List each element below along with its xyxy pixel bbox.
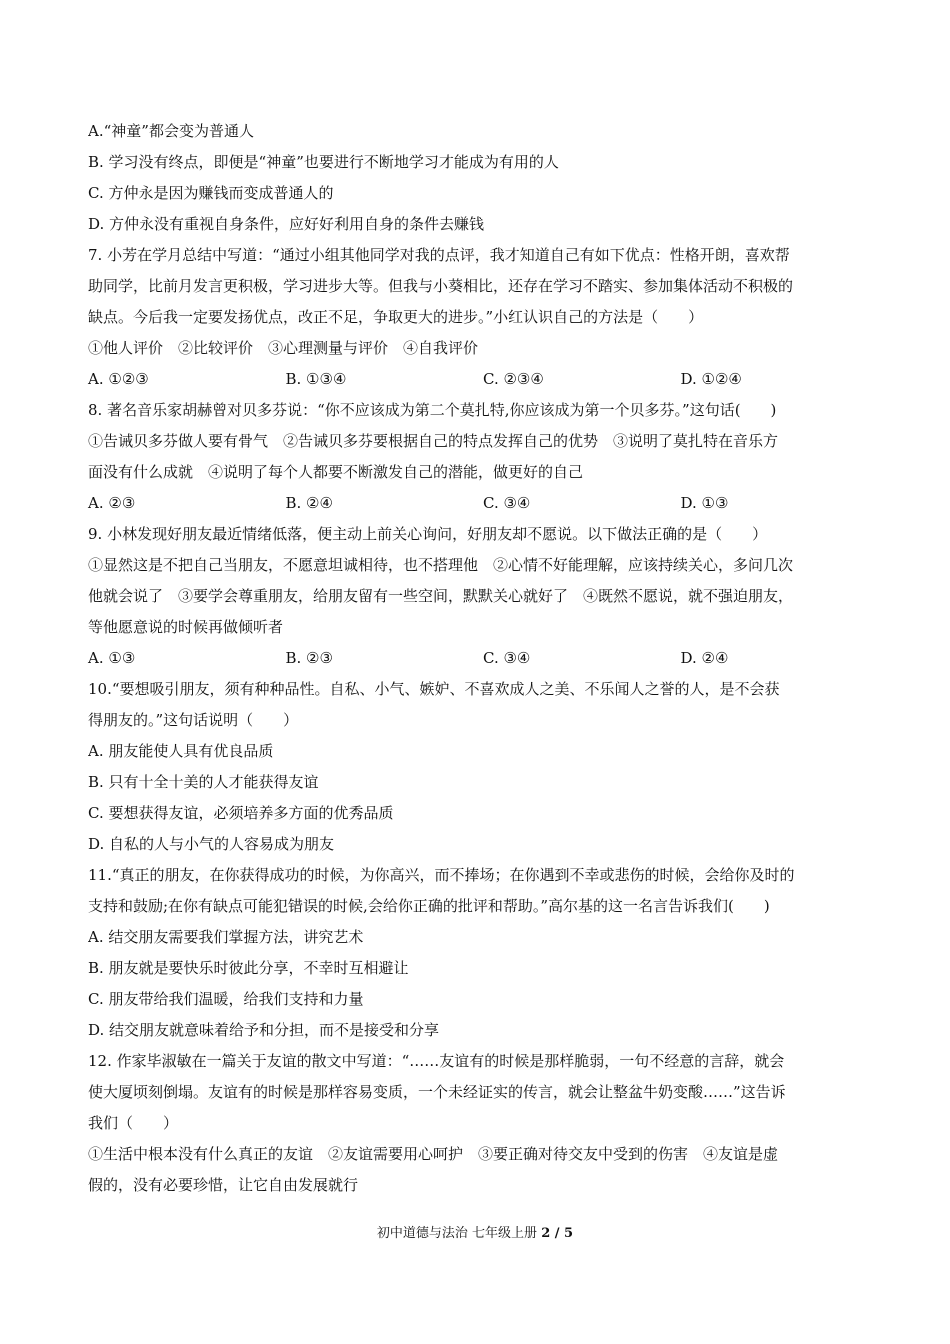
text-line: B. 学习没有终点，即便是“神童”也要进行不断地学习才能成为有用的人 <box>88 153 559 171</box>
answer-options-row <box>88 643 878 674</box>
text-line: B. 只有十全十美的人才能获得友谊 <box>88 773 319 791</box>
answer-option: A. ①②③ <box>88 370 149 388</box>
text-line: 假的，没有必要珍惜，让它自由发展就行 <box>88 1176 359 1194</box>
text-line: 8. 著名音乐家胡赫曾对贝多芬说：“你不应该成为第二个莫扎特,你应该成为第一个贝多芬。”这句话( ) <box>88 401 777 419</box>
page-number: 2 / 5 <box>541 1226 574 1241</box>
answer-options-row <box>88 488 878 519</box>
text-line: 使大厦顷刻倒塌。友谊有的时候是那样容易变质，一个未经证实的传言，就会让整盆牛奶变酸……”这告诉 <box>88 1083 786 1101</box>
text-line: A.“神童”都会变为普通人 <box>88 122 254 140</box>
answer-option: B. ②④ <box>285 494 333 512</box>
text-line: 他就会说了 ③要学会尊重朋友，给朋友留有一些空间，默默关心就好了 ④既然不愿说，就不强迫朋友， <box>88 587 794 605</box>
text-line: ①生活中根本没有什么真正的友谊 ②友谊需要用心呵护 ③要正确对待交友中受到的伤害 ④友谊是虚 <box>88 1145 779 1163</box>
text-line: D. 自私的人与小气的人容易成为朋友 <box>88 835 335 853</box>
text-line: 缺点。今后我一定要发扬优点，改正不足，争取更大的进步。”小红认识自己的方法是（ ） <box>88 308 704 326</box>
text-line: A. 朋友能使人具有优良品质 <box>88 742 274 760</box>
text-line: A. 结交朋友需要我们掌握方法，讲究艺术 <box>88 928 364 946</box>
answer-option: C. ③④ <box>483 649 531 667</box>
answer-option: A. ①③ <box>88 649 136 667</box>
text-line: 等他愿意说的时候再做倾听者 <box>88 618 284 636</box>
document-page <box>88 116 878 1201</box>
text-line: B. 朋友就是要快乐时彼此分享，不幸时互相避让 <box>88 959 409 977</box>
text-line: D. 结交朋友就意味着给予和分担，而不是接受和分享 <box>88 1021 440 1039</box>
text-line: 12. 作家毕淑敏在一篇关于友谊的散文中写道：“……友谊有的时候是那样脆弱，一句不经意的言辞，就会 <box>88 1052 785 1070</box>
text-line: 面没有什么成就 ④说明了每个人都要不断激发自己的潜能，做更好的自己 <box>88 463 584 481</box>
answer-option: A. ②③ <box>88 494 136 512</box>
text-line: 支持和鼓励;在你有缺点可能犯错误的时候,会给你正确的批评和帮助。”高尔基的这一名言告诉我们( ) <box>88 897 770 915</box>
text-line: C. 要想获得友谊，必须培养多方面的优秀品质 <box>88 804 394 822</box>
text-line: 7. 小芳在学月总结中写道：“通过小组其他同学对我的点评，我才知道自己有如下优点：性格开朗，喜欢帮 <box>88 246 790 264</box>
answer-option: B. ②③ <box>285 649 333 667</box>
text-line: ①他人评价 ②比较评价 ③心理测量与评价 ④自我评价 <box>88 339 479 357</box>
text-line: 我们（ ） <box>88 1114 179 1132</box>
answer-option: D. ②④ <box>680 649 729 667</box>
text-line: 11.“真正的朋友，在你获得成功的时候，为你高兴，而不捧场；在你遇到不幸或悲伤的时候，会给你及时的 <box>88 866 795 884</box>
text-line: 得朋友的。”这句话说明（ ） <box>88 711 299 729</box>
text-line: 9. 小林发现好朋友最近情绪低落，便主动上前关心询问，好朋友却不愿说。以下做法正确的是（ ） <box>88 525 768 543</box>
text-line: D. 方仲永没有重视自身条件，应好好利用自身的条件去赚钱 <box>88 215 485 233</box>
answer-option: B. ①③④ <box>285 370 347 388</box>
page-footer <box>0 1222 950 1241</box>
answer-option: D. ①②④ <box>680 370 742 388</box>
text-line: C. 朋友带给我们温暖，给我们支持和力量 <box>88 990 364 1008</box>
answer-option: C. ③④ <box>483 494 531 512</box>
text-line: 助同学，比前月发言更积极，学习进步大等。但我与小葵相比，还存在学习不踏实、参加集体活动不积极的 <box>88 277 794 295</box>
answer-options-row <box>88 364 878 395</box>
answer-option: C. ②③④ <box>483 370 544 388</box>
answer-option: D. ①③ <box>680 494 729 512</box>
text-line: ①显然这是不把自己当朋友，不愿意坦诚相待，也不搭理他 ②心情不好能理解，应该持续关心，多问几次 <box>88 556 794 574</box>
footer-label: 初中道德与法治 七年级上册 <box>376 1226 538 1241</box>
text-line: ①告诫贝多芬做人要有骨气 ②告诫贝多芬要根据自己的特点发挥自己的优势 ③说明了莫扎特在音乐方 <box>88 432 779 450</box>
text-line: 10.“要想吸引朋友，须有种种品性。自私、小气、嫉妒、不喜欢成人之美、不乐闻人之誉的人，是不会获 <box>88 680 780 698</box>
text-line: C. 方仲永是因为赚钱而变成普通人的 <box>88 184 334 202</box>
